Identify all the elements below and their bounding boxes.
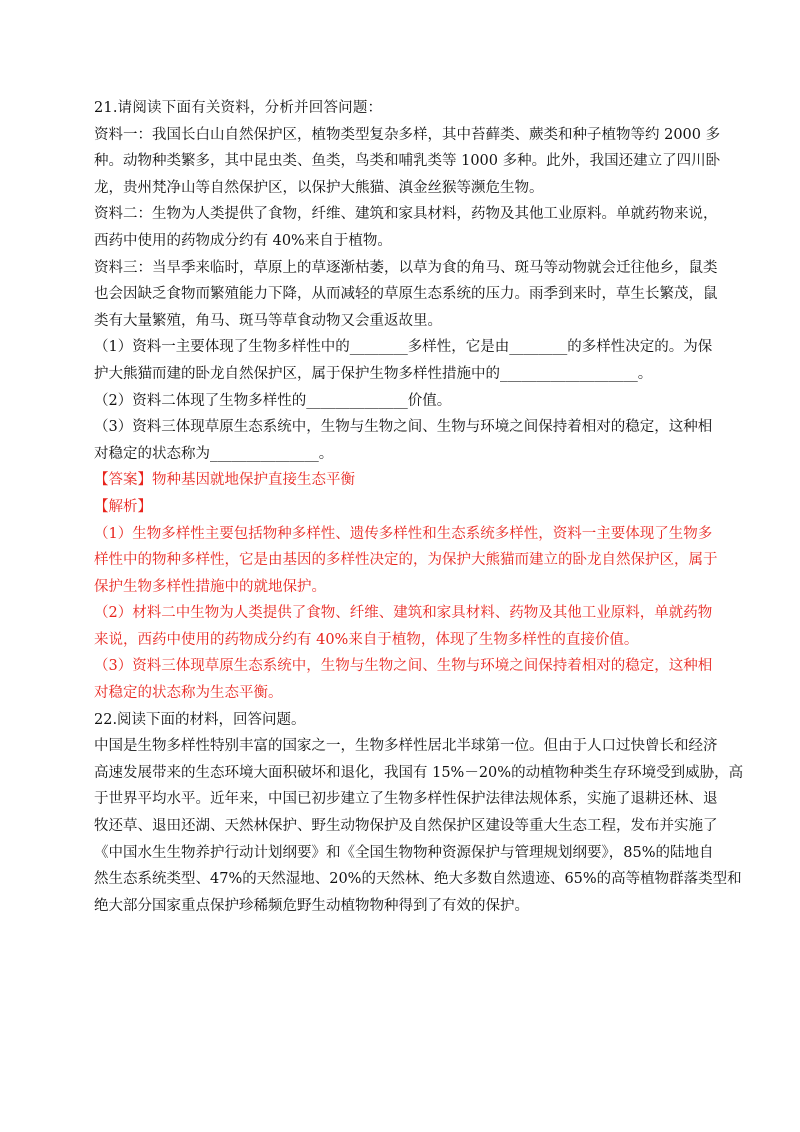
q21-question-line: 对稳定的状态称为_______________。: [94, 445, 334, 462]
analysis-line: 来说，西药中使用的药物成分约有 40%来自于植物，体现了生物多样性的直接价值。: [94, 631, 639, 648]
q21-material3-line: 也会因缺乏食物而繁殖能力下降，从而减轻的草原生态系统的压力。雨季到来时，草生长繁茂，鼠: [94, 286, 718, 303]
answer-line: 【答案】物种基因就地保护直接生态平衡: [94, 472, 355, 489]
q21-question-line: 护大熊猫而建的卧龙自然保护区，属于保护生物多样性措施中的___________________。: [94, 365, 653, 382]
q21-question-line: （1）资料一主要体现了生物多样性中的________多样性，它是由________的多样性决定的。为保: [94, 339, 713, 356]
q22-paragraph-line: 绝大部分国家重点保护珍稀频危野生动植物物种得到了有效的保护。: [94, 897, 529, 914]
q21-material2-line: 资料二：生物为人类提供了食物，纤维、建筑和家具材料，药物及其他工业原料。单就药物来说，: [94, 206, 718, 223]
q22-paragraph-line: 于世界平均水平。近年来，中国已初步建立了生物多样性保护法律法规体系，实施了退耕还林、退: [94, 791, 718, 808]
analysis-line: 对稳定的状态称为生态平衡。: [94, 685, 283, 702]
analysis-line: （1）生物多样性主要包括物种多样性、遗传多样性和生态系统多样性，资料一主要体现了生物多: [94, 525, 713, 542]
document-page: [94, 95, 744, 919]
analysis-line: 保护生物多样性措施中的就地保护。: [94, 578, 326, 595]
q22-paragraph-line: 中国是生物多样性特别丰富的国家之一，生物多样性居北半球第一位。但由于人口过快曾长和经济: [94, 738, 718, 755]
analysis-line: 样性中的物种多样性，它是由基因的多样性决定的，为保护大熊猫而建立的卧龙自然保护区，属于: [94, 552, 718, 569]
q21-question-line: （2）资料二体现了生物多样性的______________价值。: [94, 392, 452, 409]
analysis-line: （2）材料二中生物为人类提供了食物、纤维、建筑和家具材料、药物及其他工业原料，单就药物: [94, 605, 713, 622]
q21-question-line: （3）资料三体现草原生态系统中，生物与生物之间、生物与环境之间保持着相对的稳定，这种相: [94, 419, 713, 436]
q22-title: 22.阅读下面的材料，回答问题。: [94, 711, 306, 728]
analysis-label: 【解析】: [94, 498, 152, 515]
q21-title: 21.请阅读下面有关资料，分析并回答问题：: [94, 100, 383, 116]
q21-material2-line: 西药中使用的药物成分约有 40%来自于植物。: [94, 232, 392, 249]
q22-paragraph-line: 然生态系统类型、47%的天然湿地、20%的天然林、绝大多数自然遗迹、65%的高等植物群落类型和: [94, 871, 742, 888]
q21-material1-line: 资料一：我国长白山自然保护区，植物类型复杂多样，其中苔藓类、蕨类和种子植物等约 2000 多: [94, 126, 721, 143]
analysis-line: （3）资料三体现草原生态系统中，生物与生物之间、生物与环境之间保持着相对的稳定，这种相: [94, 658, 713, 675]
q22-paragraph-line: 《中国水生生物养护行动计划纲要》和《全国生物物种资源保护与管理规划纲要》，85%的陆地自: [94, 844, 714, 861]
q21-material3-line: 资料三：当旱季来临时，草原上的草逐渐枯萎，以草为食的角马、斑马等动物就会迁往他乡，鼠类: [94, 259, 718, 276]
q21-material1-line: 种。动物种类繁多，其中昆虫类、鱼类，鸟类和哺乳类等 1000 多种。此外，我国还建立了四川卧: [94, 153, 721, 170]
q22-paragraph-line: 高速发展带来的生态环境大面积破坏和退化，我国有 15%－20%的动植物种类生存环境受到威胁，高: [94, 764, 744, 781]
q22-paragraph-line: 牧还草、退田还湖、天然林保护、野生动物保护及自然保护区建设等重大生态工程，发布并实施了: [94, 818, 718, 835]
q21-material1-line: 龙，贵州梵净山等自然保护区，以保护大熊猫、滇金丝猴等濒危生物。: [94, 179, 544, 196]
q21-material3-line: 类有大量繁殖，角马、斑马等草食动物又会重返故里。: [94, 312, 442, 329]
